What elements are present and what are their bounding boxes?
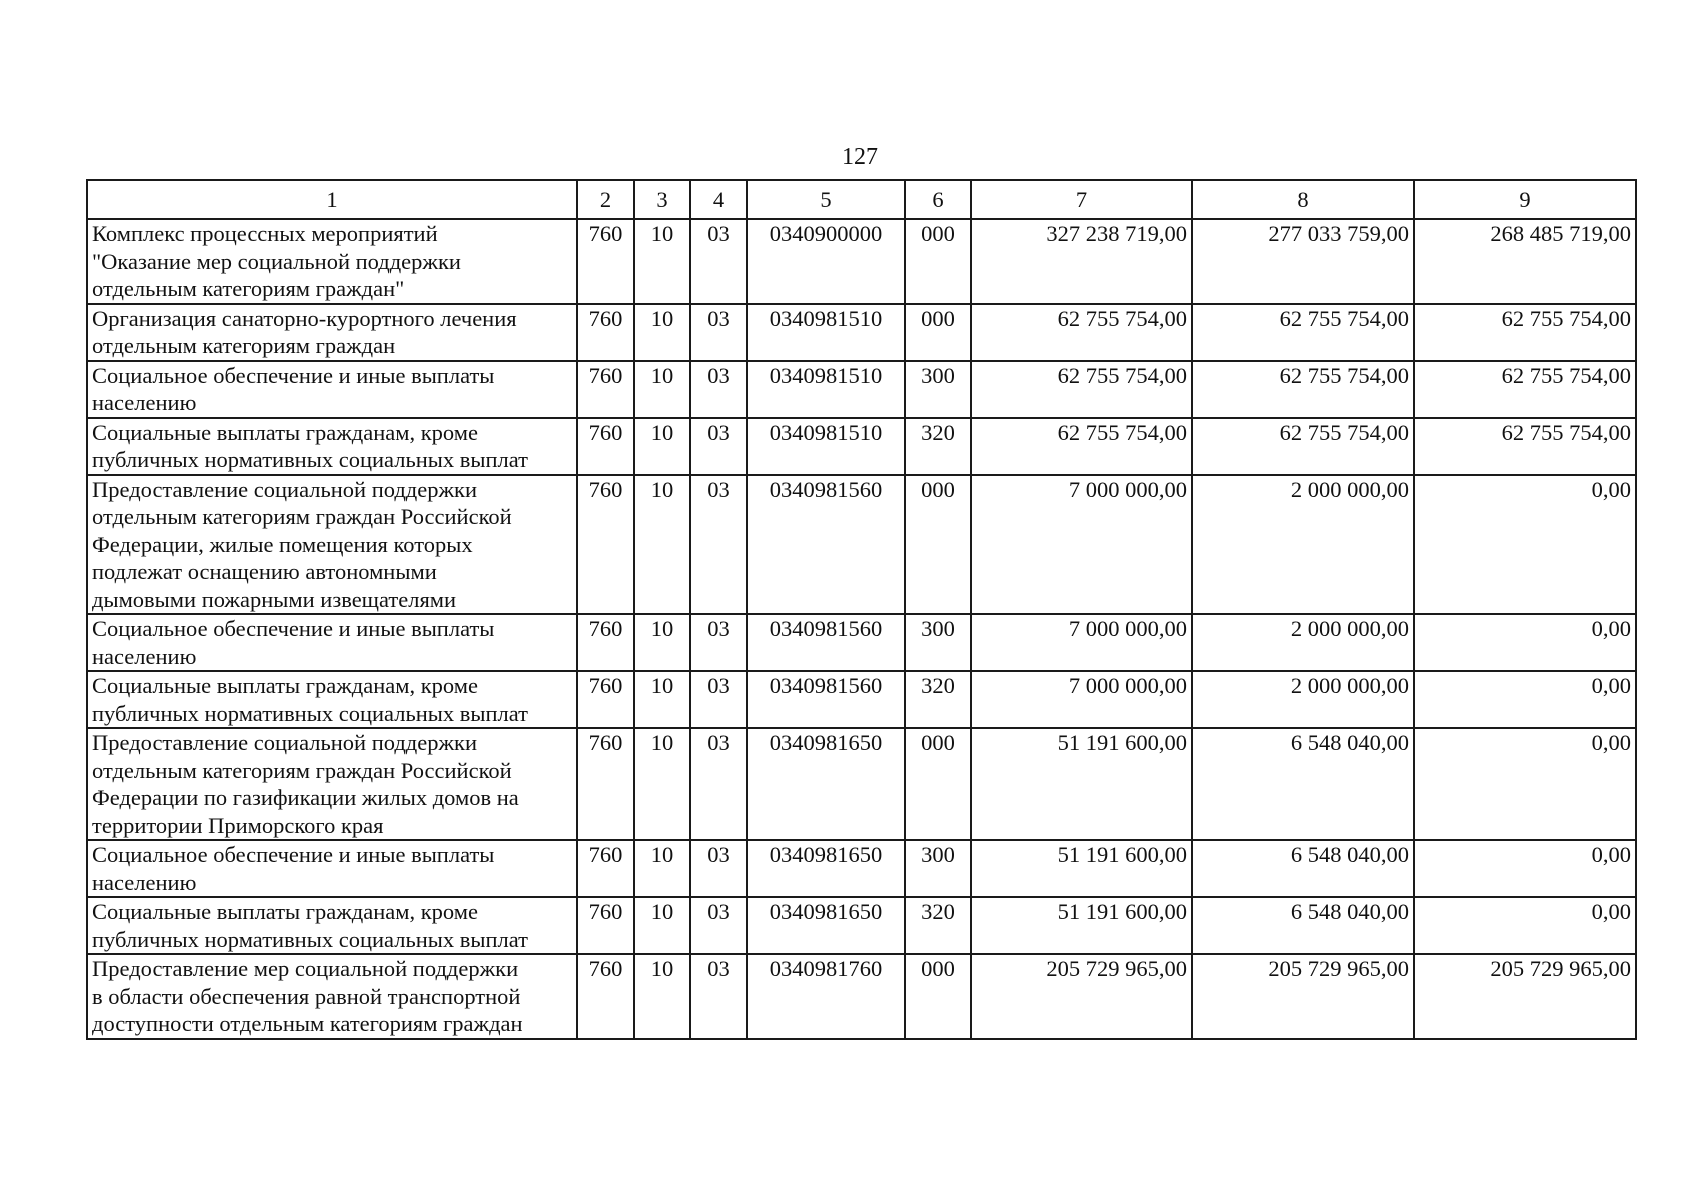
section-code-cell: 10 bbox=[634, 219, 690, 304]
amount-year-3-cell: 62 755 754,00 bbox=[1414, 304, 1636, 361]
admin-code-cell: 760 bbox=[577, 897, 634, 954]
expense-type-cell: 300 bbox=[905, 361, 971, 418]
amount-year-3-cell: 0,00 bbox=[1414, 614, 1636, 671]
row-name-cell: Комплекс процессных мероприятий "Оказание мер социальной поддержки отдельным категориям граждан" bbox=[87, 219, 577, 304]
subsection-code-cell: 03 bbox=[690, 840, 747, 897]
admin-code-cell: 760 bbox=[577, 475, 634, 615]
amount-year-3-cell: 268 485 719,00 bbox=[1414, 219, 1636, 304]
amount-year-1-cell: 7 000 000,00 bbox=[971, 614, 1192, 671]
table-row bbox=[87, 897, 1636, 954]
expense-type-cell: 320 bbox=[905, 418, 971, 475]
table-row bbox=[87, 418, 1636, 475]
subsection-code-cell: 03 bbox=[690, 954, 747, 1039]
column-header: 2 bbox=[577, 180, 634, 219]
admin-code-cell: 760 bbox=[577, 304, 634, 361]
amount-year-2-cell: 2 000 000,00 bbox=[1192, 614, 1414, 671]
expense-type-cell: 000 bbox=[905, 728, 971, 840]
section-code-cell: 10 bbox=[634, 361, 690, 418]
target-article-cell: 0340981510 bbox=[747, 418, 905, 475]
row-name-cell: Социальное обеспечение и иные выплаты населению bbox=[87, 614, 577, 671]
amount-year-3-cell: 205 729 965,00 bbox=[1414, 954, 1636, 1039]
row-name-cell: Социальное обеспечение и иные выплаты населению bbox=[87, 361, 577, 418]
section-code-cell: 10 bbox=[634, 728, 690, 840]
table-body bbox=[87, 219, 1636, 1039]
target-article-cell: 0340981560 bbox=[747, 475, 905, 615]
amount-year-1-cell: 62 755 754,00 bbox=[971, 304, 1192, 361]
subsection-code-cell: 03 bbox=[690, 361, 747, 418]
subsection-code-cell: 03 bbox=[690, 728, 747, 840]
target-article-cell: 0340981560 bbox=[747, 614, 905, 671]
table-row bbox=[87, 954, 1636, 1039]
subsection-code-cell: 03 bbox=[690, 418, 747, 475]
amount-year-3-cell: 0,00 bbox=[1414, 728, 1636, 840]
amount-year-2-cell: 62 755 754,00 bbox=[1192, 418, 1414, 475]
page-number: 127 bbox=[842, 144, 878, 170]
target-article-cell: 0340981560 bbox=[747, 671, 905, 728]
table-row bbox=[87, 219, 1636, 304]
column-header: 4 bbox=[690, 180, 747, 219]
amount-year-3-cell: 0,00 bbox=[1414, 475, 1636, 615]
admin-code-cell: 760 bbox=[577, 954, 634, 1039]
column-header: 9 bbox=[1414, 180, 1636, 219]
row-name-cell: Предоставление социальной поддержки отдельным категориям граждан Российской Федерации по газификации жилых домов на территории Приморского края bbox=[87, 728, 577, 840]
row-name-cell: Социальные выплаты гражданам, кроме публичных нормативных социальных выплат bbox=[87, 418, 577, 475]
section-code-cell: 10 bbox=[634, 954, 690, 1039]
target-article-cell: 0340981650 bbox=[747, 728, 905, 840]
amount-year-2-cell: 6 548 040,00 bbox=[1192, 840, 1414, 897]
row-name-cell: Социальное обеспечение и иные выплаты населению bbox=[87, 840, 577, 897]
section-code-cell: 10 bbox=[634, 304, 690, 361]
admin-code-cell: 760 bbox=[577, 418, 634, 475]
admin-code-cell: 760 bbox=[577, 671, 634, 728]
header-row bbox=[87, 180, 1636, 219]
target-article-cell: 0340981510 bbox=[747, 361, 905, 418]
amount-year-2-cell: 62 755 754,00 bbox=[1192, 361, 1414, 418]
amount-year-2-cell: 62 755 754,00 bbox=[1192, 304, 1414, 361]
section-code-cell: 10 bbox=[634, 475, 690, 615]
section-code-cell: 10 bbox=[634, 614, 690, 671]
amount-year-3-cell: 0,00 bbox=[1414, 671, 1636, 728]
row-name-cell: Предоставление мер социальной поддержки в области обеспечения равной транспортной доступности отдельным категориям граждан bbox=[87, 954, 577, 1039]
table-row bbox=[87, 671, 1636, 728]
subsection-code-cell: 03 bbox=[690, 219, 747, 304]
amount-year-1-cell: 51 191 600,00 bbox=[971, 840, 1192, 897]
table-row bbox=[87, 304, 1636, 361]
subsection-code-cell: 03 bbox=[690, 897, 747, 954]
column-header: 6 bbox=[905, 180, 971, 219]
admin-code-cell: 760 bbox=[577, 728, 634, 840]
table-row bbox=[87, 728, 1636, 840]
target-article-cell: 0340981760 bbox=[747, 954, 905, 1039]
amount-year-2-cell: 6 548 040,00 bbox=[1192, 728, 1414, 840]
amount-year-1-cell: 205 729 965,00 bbox=[971, 954, 1192, 1039]
amount-year-1-cell: 7 000 000,00 bbox=[971, 475, 1192, 615]
column-header: 8 bbox=[1192, 180, 1414, 219]
table-row bbox=[87, 840, 1636, 897]
amount-year-3-cell: 0,00 bbox=[1414, 840, 1636, 897]
column-header: 5 bbox=[747, 180, 905, 219]
target-article-cell: 0340900000 bbox=[747, 219, 905, 304]
admin-code-cell: 760 bbox=[577, 840, 634, 897]
column-header: 1 bbox=[87, 180, 577, 219]
subsection-code-cell: 03 bbox=[690, 671, 747, 728]
row-name-cell: Социальные выплаты гражданам, кроме публичных нормативных социальных выплат bbox=[87, 897, 577, 954]
section-code-cell: 10 bbox=[634, 418, 690, 475]
section-code-cell: 10 bbox=[634, 671, 690, 728]
table-row bbox=[87, 614, 1636, 671]
target-article-cell: 0340981510 bbox=[747, 304, 905, 361]
subsection-code-cell: 03 bbox=[690, 614, 747, 671]
target-article-cell: 0340981650 bbox=[747, 840, 905, 897]
amount-year-1-cell: 51 191 600,00 bbox=[971, 728, 1192, 840]
admin-code-cell: 760 bbox=[577, 219, 634, 304]
amount-year-2-cell: 277 033 759,00 bbox=[1192, 219, 1414, 304]
amount-year-2-cell: 6 548 040,00 bbox=[1192, 897, 1414, 954]
amount-year-1-cell: 327 238 719,00 bbox=[971, 219, 1192, 304]
amount-year-1-cell: 62 755 754,00 bbox=[971, 418, 1192, 475]
amount-year-3-cell: 62 755 754,00 bbox=[1414, 361, 1636, 418]
row-name-cell: Предоставление социальной поддержки отдельным категориям граждан Российской Федерации, жилые помещения которых подлежат оснащению автономными дымовыми пожарными извещателями bbox=[87, 475, 577, 615]
column-header: 3 bbox=[634, 180, 690, 219]
amount-year-1-cell: 51 191 600,00 bbox=[971, 897, 1192, 954]
amount-year-2-cell: 2 000 000,00 bbox=[1192, 671, 1414, 728]
expense-type-cell: 000 bbox=[905, 304, 971, 361]
expense-type-cell: 300 bbox=[905, 614, 971, 671]
amount-year-1-cell: 62 755 754,00 bbox=[971, 361, 1192, 418]
amount-year-2-cell: 2 000 000,00 bbox=[1192, 475, 1414, 615]
expense-type-cell: 320 bbox=[905, 671, 971, 728]
budget-table bbox=[86, 179, 1637, 1040]
subsection-code-cell: 03 bbox=[690, 475, 747, 615]
expense-type-cell: 320 bbox=[905, 897, 971, 954]
section-code-cell: 10 bbox=[634, 840, 690, 897]
expense-type-cell: 000 bbox=[905, 475, 971, 615]
amount-year-3-cell: 62 755 754,00 bbox=[1414, 418, 1636, 475]
subsection-code-cell: 03 bbox=[690, 304, 747, 361]
admin-code-cell: 760 bbox=[577, 361, 634, 418]
expense-type-cell: 300 bbox=[905, 840, 971, 897]
admin-code-cell: 760 bbox=[577, 614, 634, 671]
target-article-cell: 0340981650 bbox=[747, 897, 905, 954]
amount-year-3-cell: 0,00 bbox=[1414, 897, 1636, 954]
table-row bbox=[87, 361, 1636, 418]
row-name-cell: Социальные выплаты гражданам, кроме публичных нормативных социальных выплат bbox=[87, 671, 577, 728]
amount-year-2-cell: 205 729 965,00 bbox=[1192, 954, 1414, 1039]
column-header: 7 bbox=[971, 180, 1192, 219]
section-code-cell: 10 bbox=[634, 897, 690, 954]
table-row bbox=[87, 475, 1636, 615]
row-name-cell: Организация санаторно-курортного лечения отдельным категориям граждан bbox=[87, 304, 577, 361]
expense-type-cell: 000 bbox=[905, 219, 971, 304]
expense-type-cell: 000 bbox=[905, 954, 971, 1039]
amount-year-1-cell: 7 000 000,00 bbox=[971, 671, 1192, 728]
